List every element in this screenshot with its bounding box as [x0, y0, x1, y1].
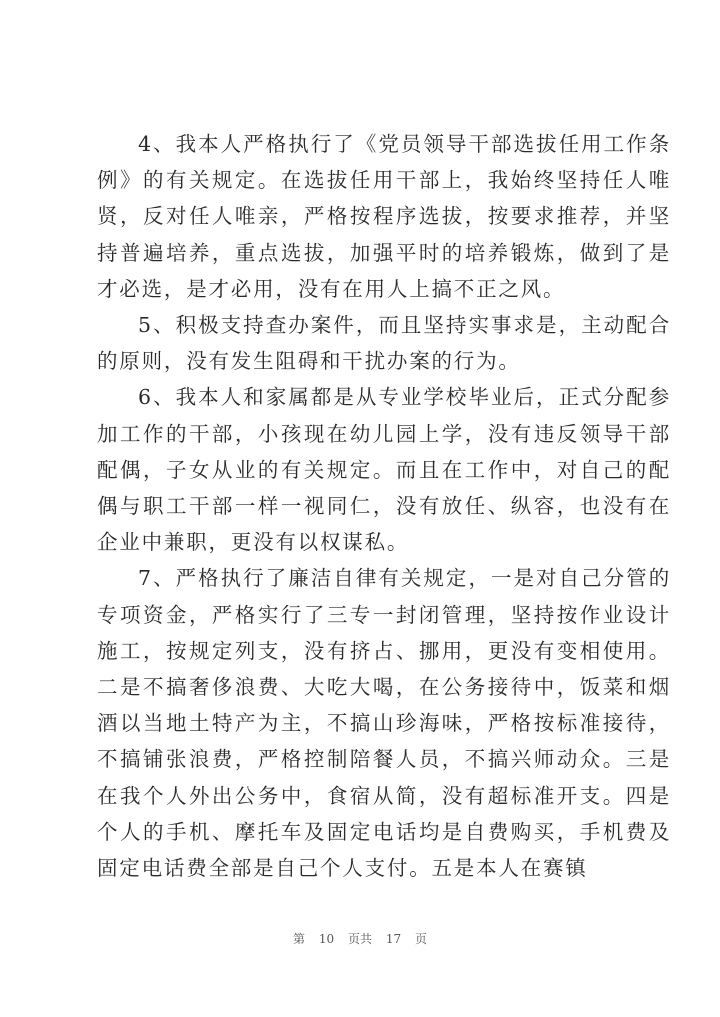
total-pages-number: 17: [385, 932, 402, 946]
paragraph-4: 4、我本人严格执行了《党员领导干部选拔任用工作条例》的有关规定。在选拔任用干部上，我始终坚持任人唯贤，反对任人唯亲，严格按程序选拔，按要求推荐，并坚持普遍培养，重点选拔，加强平时的培养锻炼，做到了是才必选，是才必用，没有在用人上搞不正之风。: [97, 132, 671, 301]
paragraph-6: 6、我本人和家属都是从专业学校毕业后，正式分配参加工作的干部，小孩现在幼儿园上学，没有违反领导干部配偶，子女从业的有关规定。而且在工作中，对自己的配偶与职工干部一样一视同仁，没有放任、纵容，也没有在企业中兼职，更没有以权谋私。: [97, 385, 671, 555]
page-footer: [0, 930, 720, 947]
page-label-middle: 页共: [347, 932, 372, 946]
page-label-suffix: 页: [414, 932, 427, 946]
paragraph-5: 5、积极支持查办案件，而且坚持实事求是，主动配合的原则，没有发生阻碍和干扰办案的行为。: [97, 313, 671, 374]
current-page-number: 10: [318, 932, 335, 946]
document-body: [97, 126, 671, 886]
paragraph-7: 7、严格执行了廉洁自律有关规定，一是对自己分管的专项资金，严格实行了三专一封闭管理，坚持按作业设计施工，按规定列支，没有挤占、挪用，更没有变相使用。二是不搞奢侈浪费、大吃大喝，在公务接待中，饭菜和烟酒以当地土特产为主，不搞山珍海味，严格按标准接待，不搞铺张浪费，严格控制陪餐人员，不搞兴师动众。三是在我个人外出公务中，食宿从简，没有超标准开支。四是个人的手机、摩托车及固定电话均是自费购买，手机费及固定电话费全部是自己个人支付。五是本人在赛镇: [97, 566, 671, 881]
page-label-prefix: 第: [293, 932, 306, 946]
